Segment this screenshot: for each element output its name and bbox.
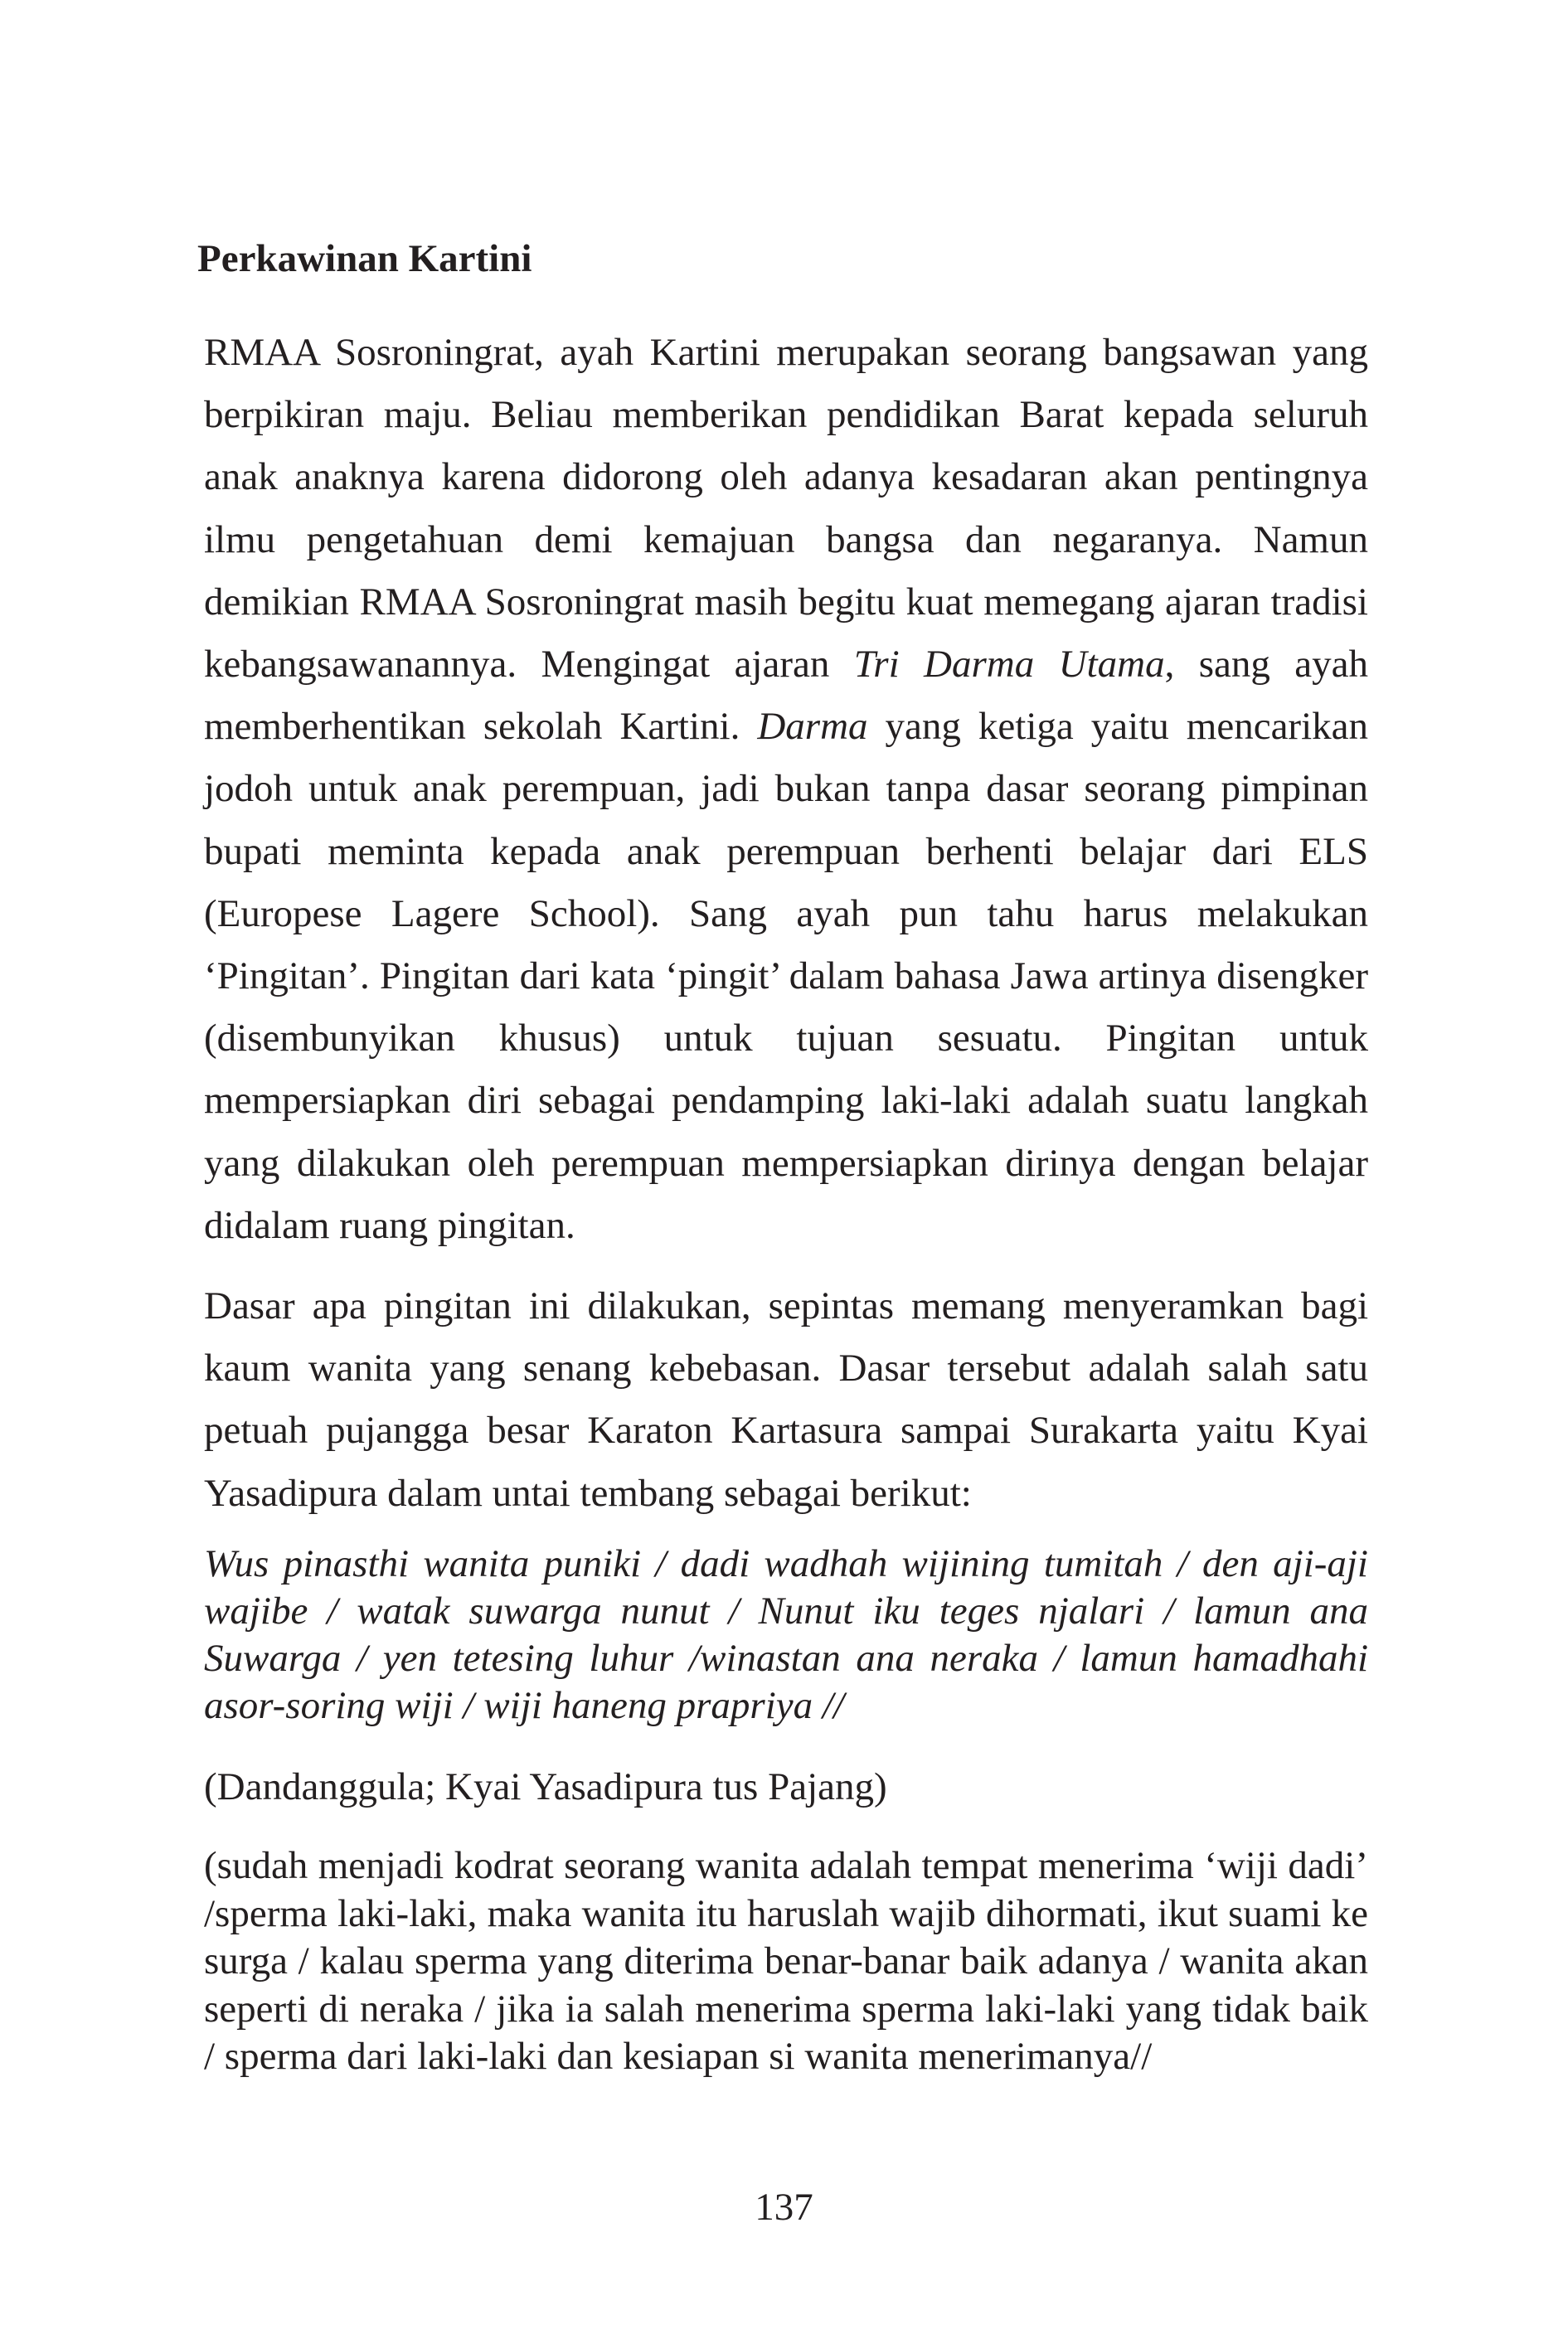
paragraph-1-text-c: yang ketiga yaitu mencarikan jodoh untuk anak perempuan, jadi bukan tanpa dasar seorang pimpinan bupati meminta kepada anak perempuan berhenti belajar dari ELS (Europese Lagere School). Sang ayah pun tahu harus melakukan ‘Pingitan’. Pingitan dari kata ‘pingit’ dalam bahasa Jawa artinya disengker (disembunyikan khusus) untuk tujuan sesuatu. Pingitan untuk mempersiapkan diri sebagai pendamping laki-laki adalah suatu langkah yang dilakukan oleh perempuan mempersiapkan dirinya dengan belajar didalam ruang pingitan. <box>204 705 1368 1247</box>
paragraph-1-text-b: , sang ayah memberhentikan sekolah Kartini. <box>204 643 1368 749</box>
verse-credit: (Dandanggula; Kyai Yasadipura tus Pajang) <box>204 1765 887 1808</box>
body-paragraph-2: Dasar apa pingitan ini dilakukan, sepintas memang menyeramkan bagi kaum wanita yang senang kebebasan. Dasar tersebut adalah salah satu petuah pujangga besar Karaton Kartasura sampai Surakarta yaitu Kyai Yasadipura dalam untai tembang sebagai berikut: <box>204 1284 1368 1515</box>
verse-translation: (sudah menjadi kodrat seorang wanita adalah tempat menerima ‘wiji dadi’ /sperma laki-laki, maka wanita itu haruslah wajib dihormati, ikut suami ke surga / kalau sperma yang diterima benar-banar baik adanya / wanita akan seperti di neraka / jika ia salah menerima sperma laki-laki yang tidak baik / sperma dari laki-laki dan kesiapan si wanita menerimanya// <box>204 1844 1368 2078</box>
javanese-verse: Wus pinasthi wanita puniki / dadi wadhah wijining tumitah / den aji-aji wajibe / watak suwarga nunut / Nunut iku teges njalari / lamun ana Suwarga / yen tetesing luhur /winastan ana neraka / lamun hamadhahi asor-soring wiji / wiji haneng prapriya // <box>204 1542 1368 1727</box>
body-paragraph-1 <box>204 322 1368 1257</box>
section-heading: Perkawinan Kartini <box>197 237 532 280</box>
paragraph-1-text-a: RMAA Sosroningrat, ayah Kartini merupakan seorang bangsawan yang berpikiran maju. Beliau memberikan pendidikan Barat kepada seluruh anak anaknya karena didorong oleh adanya kesadaran akan pentingnya ilmu pengetahuan demi kemajuan bangsa dan negaranya. Namun demikian RMAA Sosroningrat masih begitu kuat memegang ajaran tradisi kebangsawanannya. Mengingat ajaran <box>204 331 1368 687</box>
page-number: 137 <box>755 2186 813 2229</box>
paragraph-1-italic-term-2: Darma <box>757 705 868 749</box>
paragraph-1-italic-term-1: Tri Darma Utama <box>853 643 1165 687</box>
